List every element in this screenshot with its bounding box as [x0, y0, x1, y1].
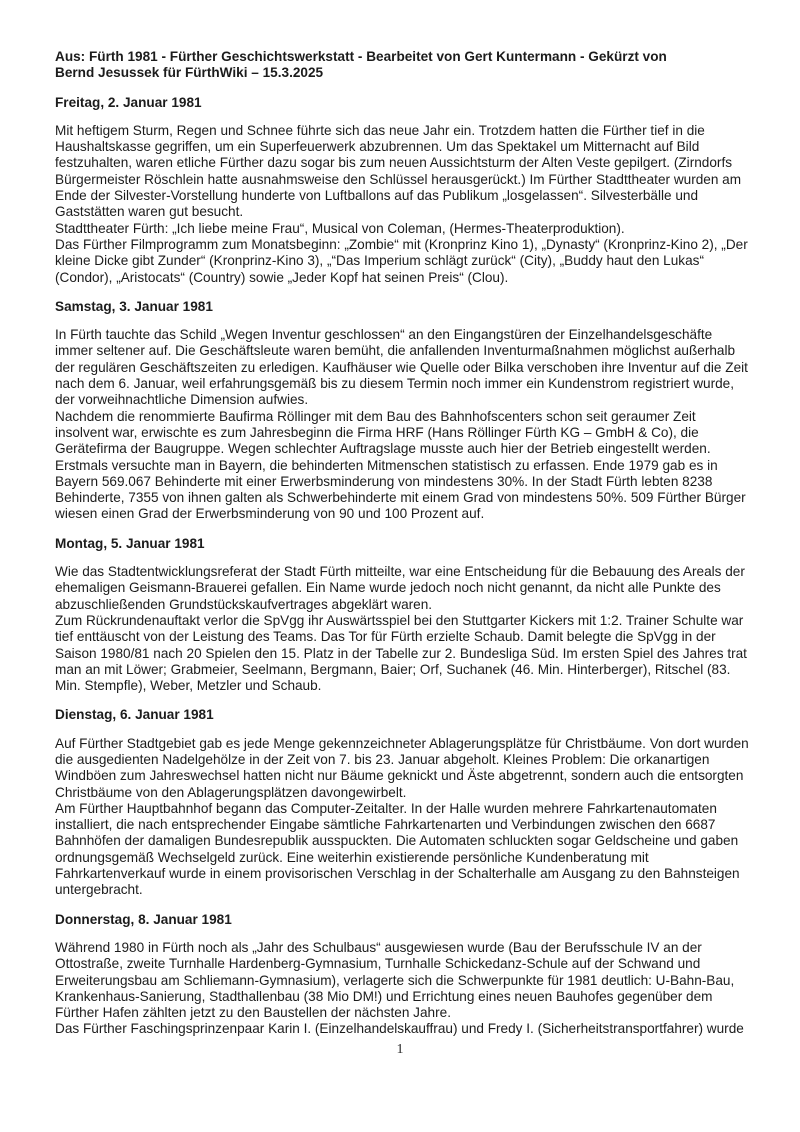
paragraph: Das Fürther Faschingsprinzenpaar Karin I. (Einzelhandelskauffrau) und Fredy I. (Sicherheitstransportfahrer) wurde — [55, 1021, 744, 1037]
document-header — [55, 49, 749, 82]
document-header-line-1: Aus: Fürth 1981 - Fürther Geschichtswerkstatt - Bearbeitet von Gert Kuntermann - Gekürzt von — [55, 49, 667, 64]
document-content — [55, 49, 749, 1038]
paragraph: Mit heftigem Sturm, Regen und Schnee führte sich das neue Jahr ein. Trotzdem hatten die Fürther tief in die Haushaltskasse gegriffen, um ein Superfeuerwerk abzubrennen. Um das Spektakel um Mitternacht auf Bild festzuhalten, waren etliche Fürther dazu sogar bis zum neuen Aussichtsturm der Alten Veste gepilgert. (Zirndorfs Bürgermeister Röschlein hatte ausnahmsweise den Schlüssel herausgerückt.) Im Fürther Stadttheater wurden am Ende der Silvester-Vorstellung hunderte von Luftballons auf das Publikum „losgelassen“. Silvesterbälle und Gaststätten waren gut besucht. — [55, 122, 742, 220]
paragraph: Am Fürther Hauptbahnhof begann das Computer-Zeitalter. In der Halle wurden mehrere Fahrkartenautomaten installiert, die nach entsprechender Eingabe sämtliche Fahrkartenarten und Verbindungen zwischen den 6687 Bahnhöfen der damaligen Bundesrepublik ausspuckten. Die Automaten schluckten sogar Geldscheine und gaben ordnungsgemäß Wechselgeld zurück. Eine weiterhin existierende persönliche Kundenberatung mit Fahrkartenverkauf wurde in einem provisorischen Verschlag in der Schalterhalle am Ausgang zu den Bahnsteigen untergebracht. — [55, 800, 740, 898]
section-dienstag-6-januar — [55, 707, 749, 898]
paragraph: Das Fürther Filmprogramm zum Monatsbeginn: „Zombie“ mit (Kronprinz Kino 1), „Dynasty“ (Kronprinz-Kino 2), „Der kleine Dicke gibt Zunder“ (Kronprinz-Kino 3), „“Das Imperium schlägt zurück“ (City), „Buddy haut den Lukas“ (Condor), „Aristocats“ (Country) sowie „Jeder Kopf hat seinen Preis“ (Clou). — [55, 236, 748, 285]
section-heading: Freitag, 2. Januar 1981 — [55, 94, 202, 110]
section-heading: Donnerstag, 8. Januar 1981 — [55, 911, 232, 927]
paragraph: Auf Fürther Stadtgebiet gab es jede Menge gekennzeichneter Ablagerungsplätze für Christbäume. Von dort wurden die ausgedienten Nadelgehölze in der Zeit von 7. bis 23. Januar abgeholt. Kleines Problem: Die orkanartigen Windböen zum Jahreswechsel hatten nicht nur Bäume geknickt und Äste abgetrennt, sondern auch die entsorgten Christbäume von den Ablagerungsplätzen davongewirbelt. — [55, 735, 749, 800]
paragraph: In Fürth tauchte das Schild „Wegen Inventur geschlossen“ an den Eingangstüren der Einzelhandelsgeschäfte immer seltener auf. Die Geschäftsleute waren bemüht, die anfallenden Inventurmaßnahmen möglichst außerhalb der regulären Geschäftszeiten zu erledigen. Kaufhäuser wie Quelle oder Bilka verschoben ihre Inventur auf die Zeit nach dem 6. Januar, weil erfahrungsgemäß bis zu diesem Termin noch immer ein Kundenstrom registriert wurde, der vorweihnachtliche Dimension aufwies. — [55, 327, 748, 408]
section-heading: Samstag, 3. Januar 1981 — [55, 298, 213, 314]
section-freitag-2-januar — [55, 95, 749, 286]
page-number: 1 — [396, 1042, 404, 1057]
paragraph: Nachdem die renommierte Baufirma Röllinger mit dem Bau des Bahnhofscenters schon seit geraumer Zeit insolvent war, erwischte es zum Jahresbeginn die Firma HRF (Hans Röllinger Fürth KG – GmbH & Co), die Gerätefirma der Baugruppe. Wegen schlechter Auftragslage musste auch hier der Betrieb eingestellt werden. — [55, 408, 711, 457]
section-montag-5-januar — [55, 536, 749, 695]
section-donnerstag-8-januar — [55, 912, 749, 1038]
section-heading: Dienstag, 6. Januar 1981 — [55, 707, 214, 723]
paragraph: Zum Rückrundenauftakt verlor die SpVgg ihr Auswärtsspiel bei den Stuttgarter Kickers mit 1:2. Trainer Schulte war tief enttäuscht von der Leistung des Teams. Das Tor für Fürth erzielte Schaub. Damit belegte die SpVgg in der Saison 1980/81 nach 20 Spielen den 15. Platz in der Tabelle zur 2. Bundesliga Süd. Im ersten Spiel des Jahres trat man an mit Löwer; Grabmeier, Seelmann, Bergmann, Baier; Orf, Suchanek (46. Min. Hinterberger), Ritschel (83. Min. Stempfle), Weber, Metzler und Schaub. — [55, 612, 747, 694]
section-samstag-3-januar — [55, 299, 749, 523]
paragraph: Wie das Stadtentwicklungsreferat der Stadt Fürth mitteilte, war eine Entscheidung für die Bebauung des Areals der ehemaligen Geismann-Brauerei gefallen. Ein Name wurde jedoch noch nicht genannt, da nicht alle Punkte des abzuschließenden Grundstückskaufvertrages abgeklärt waren. — [55, 564, 745, 612]
document-header-line-2: Bernd Jesussek für FürthWiki – 15.3.2025 — [55, 65, 324, 81]
paragraph: Erstmals versuchte man in Bayern, die behinderten Mitmenschen statistisch zu erfassen. Ende 1979 gab es in Bayern 569.067 Behinderte mit einer Erwerbsminderung von mindestens 30%. In der Stadt Fürth lebten 8238 Behinderte, 7355 von ihnen galten als Schwerbehinderte mit einem Grad von mindestens 50%. 509 Fürther Bürger wiesen einen Grad der Erwerbsminderung von 90 und 100 Prozent auf. — [55, 457, 746, 522]
paragraph: Stadttheater Fürth: „Ich liebe meine Frau“, Musical von Coleman, (Hermes-Theaterproduktion). — [55, 220, 625, 236]
paragraph: Während 1980 in Fürth noch als „Jahr des Schulbaus“ ausgewiesen wurde (Bau der Berufsschule IV an der Ottostraße, zweite Turnhalle Hardenberg-Gymnasium, Turnhalle Schickedanz-Schule auf der Schwand und Erweiterungsbau am Schliemann-Gymnasium), verlagerte sich die Schwerpunkte für 1981 deutlich: U-Bahn-Bau, Krankenhaus-Sanierung, Stadthallenbau (38 Mio DM!) und Errichtung eines neuen Bauhofes gegenüber dem Fürther Hafen zählten jetzt zu den Baustellen der nächsten Jahre. — [55, 939, 735, 1021]
section-heading: Montag, 5. Januar 1981 — [55, 535, 205, 551]
